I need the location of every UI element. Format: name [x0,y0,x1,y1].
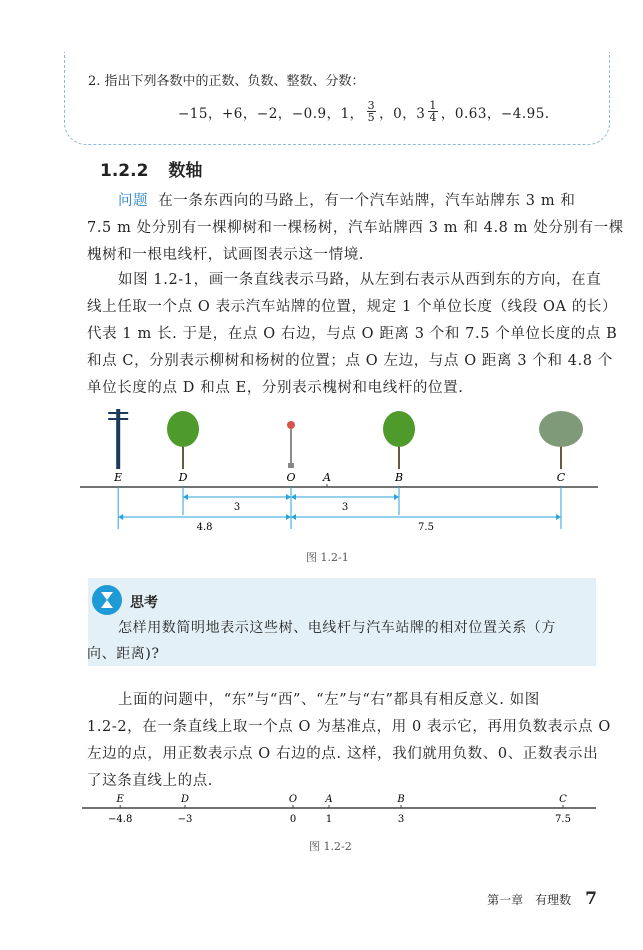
paragraph-line: 1.2-2，在一条直线上取一个点 O 为基准点，用 0 表示它，再用负数表示点 O [87,719,611,735]
section-heading [100,156,202,181]
point-value: −4.8 [108,814,133,825]
point-label-E: E [116,794,124,805]
figure-1-2-2 [0,790,643,835]
problem-text: 在一条东西向的马路上，有一个汽车站牌，汽车站牌东 3 m 和 [158,193,576,209]
section-number: 1.2.2 [100,161,149,181]
point-label-A: A [323,471,331,484]
numbers-mid: ，0，3 [379,105,426,122]
arrowhead [183,494,188,500]
paragraph-line: 左边的点，用正数表示点 O 右边的点. 这样，我们就用负数、0、正数表示出 [87,746,599,762]
problem-line [118,189,576,210]
figure-2-caption: 图 1.2-2 [309,840,352,853]
tree-icon [167,411,199,447]
point-label-C: C [559,794,567,805]
point-label-E: E [114,471,123,484]
arrowhead [291,514,296,520]
arrowhead [291,494,296,500]
point-label-O: O [286,471,296,484]
bus-stop-sign-icon [287,421,295,429]
exercise-numbers [178,100,550,123]
denominator: 5 [367,111,376,124]
figure-1-caption: 图 1.2-1 [306,551,349,564]
point-value: 7.5 [555,814,571,825]
sign-base [288,463,294,468]
problem-line: 7.5 m 处分别有一棵柳树和一棵杨树，汽车站牌西 3 m 和 4.8 m 处分别有一棵 [87,220,624,236]
problem-label: 问题 [118,193,149,209]
paragraph-line: 上面的问题中，“东”与“西”、“左”与“右”都具有相反意义. 如图 [118,692,540,708]
numerator: 1 [429,99,437,112]
point-label-B: B [394,471,404,484]
page-number: 7 [585,889,597,909]
arrowhead [118,514,123,520]
paragraph-line: 了这条直线上的点. [87,773,214,789]
tree-icon [383,411,415,447]
numbers-after: ，0.63，−4.95. [440,105,550,122]
paragraph-line: 如图 1.2-1，画一条直线表示马路，从左到右表示从西到东的方向，在直 [118,272,602,288]
paragraph-line: 和点 C，分别表示柳树和杨树的位置；点 O 左边，与点 O 距离 3 个和 4.8 个 [87,353,613,369]
point-label-C: C [556,471,566,484]
fraction-three-fifths [367,100,377,123]
point-label-B: B [397,794,405,805]
point-value: 0 [289,814,297,825]
exercise-prompt: 2. 指出下列各数中的正数、负数、整数、分数： [88,74,365,89]
think-line: 怎样用数简明地表示这些树、电线杆与汽车站牌的相对位置关系（方 [118,620,556,636]
arrowhead [556,514,561,520]
arrowhead [286,514,291,520]
section-title: 数轴 [168,161,203,181]
page-footer [487,889,597,909]
point-label-D: D [180,794,190,805]
paragraph-line: 单位长度的点 D 和点 E，分别表示槐树和电线杆的位置. [87,380,464,396]
paragraph-line: 代表 1 m 长. 于是，在点 O 右边，与点 O 距离 3 个和 7.5 个单位长度的点 B [87,326,618,342]
arrowhead [394,494,399,500]
tree-icon [539,411,583,447]
think-title: 思考 [130,595,158,611]
point-label-A: A [325,794,333,805]
paragraph-line: 线上任取一个点 O 表示汽车站牌的位置，规定 1 个单位长度（线段 OA 的长） [87,299,618,315]
fraction-one-quarter [428,100,438,123]
figure-1-2-1 [0,400,643,570]
hourglass-icon [92,585,122,615]
numbers-before: −15，+6，−2，−0.9，1， [178,105,364,122]
distance-label: 4.8 [196,522,213,533]
point-value: 1 [325,814,333,825]
exercise-box [64,52,610,145]
chapter-title: 第一章 有理数 [487,893,572,907]
distance-label: 3 [233,502,241,513]
point-value: −3 [177,814,193,825]
point-label-D: D [178,471,188,484]
distance-label: 3 [341,502,349,513]
point-value: 3 [397,814,405,825]
arrowhead [286,494,291,500]
denominator: 4 [429,111,437,124]
think-line: 向、距离)? [87,646,160,662]
problem-line: 槐树和一根电线杆，试画图表示这一情境. [87,247,365,263]
point-label-O: O [288,794,298,805]
numerator: 3 [367,99,376,112]
distance-label: 7.5 [418,522,434,533]
